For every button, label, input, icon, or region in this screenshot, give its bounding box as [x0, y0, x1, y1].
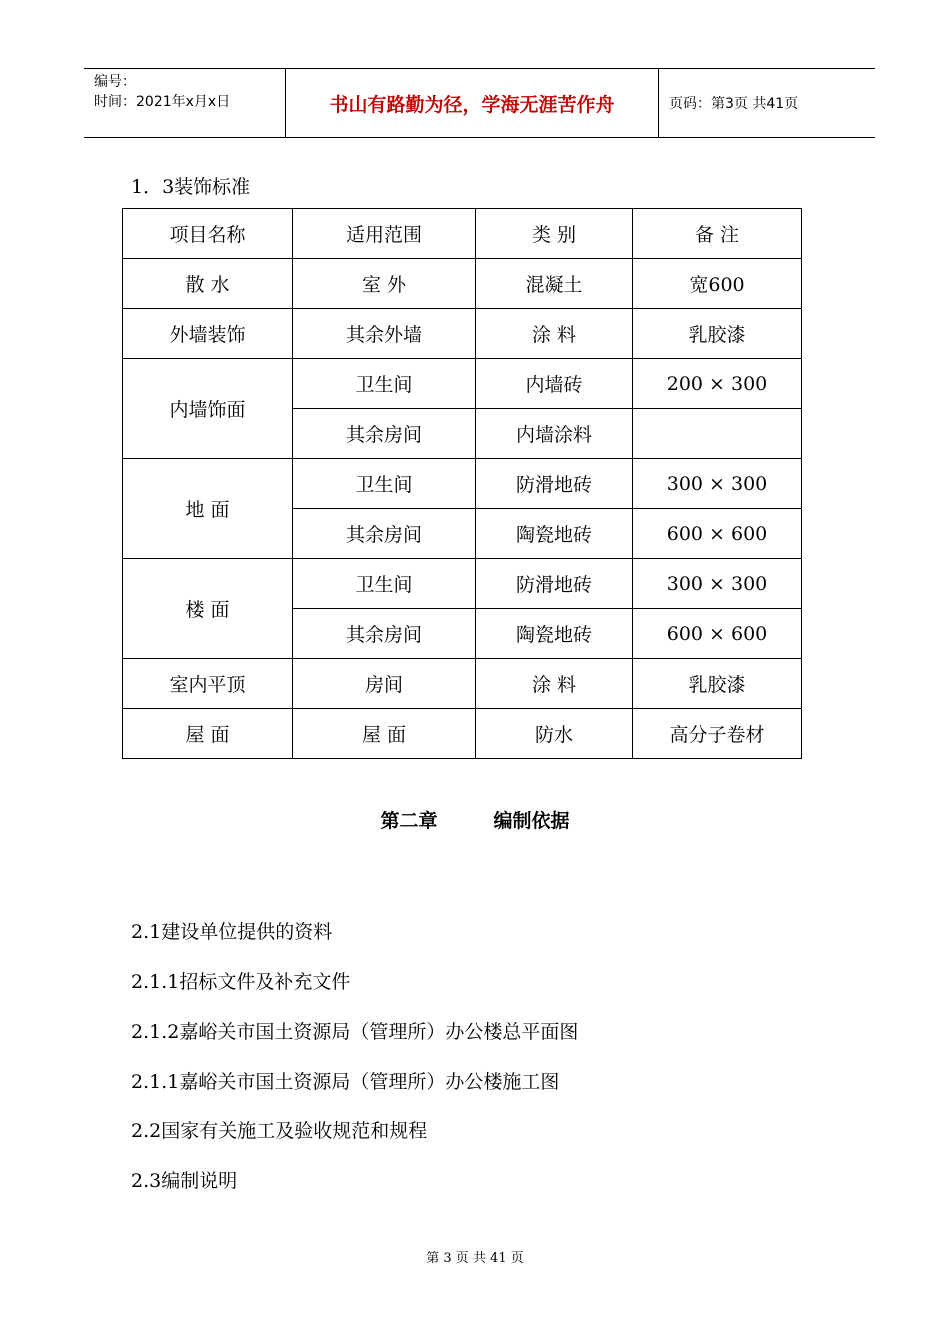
table-cell: 防滑地砖: [476, 459, 633, 509]
table-header-row: [123, 209, 802, 259]
table-cell: 室 外: [293, 259, 476, 309]
header-motto: 书山有路勤为径，学海无涯苦作舟: [286, 69, 659, 137]
table-cell: 其余外墙: [293, 309, 476, 359]
table-row: [123, 359, 802, 409]
page-footer: 第 3 页 共 41 页: [426, 1251, 524, 1266]
decoration-standards-table: [122, 208, 802, 759]
header-page-number: 页码：第3页 共41页: [669, 96, 799, 112]
table-cell: 卫生间: [293, 459, 476, 509]
section-title: 1．3装饰标准: [131, 176, 251, 198]
table-cell: 600 × 600: [633, 509, 802, 559]
chapter-title: 编制依据: [493, 810, 570, 832]
table-cell: 其余房间: [293, 409, 476, 459]
table-row: [123, 559, 802, 609]
table-header-cell: 备 注: [633, 209, 802, 259]
table-cell: 乳胶漆: [633, 659, 802, 709]
paragraph: 2.1建设单位提供的资料: [131, 921, 333, 943]
table-row: [123, 709, 802, 759]
table-cell: 卫生间: [293, 359, 476, 409]
header-meta: [84, 69, 286, 137]
table-cell: 其余房间: [293, 609, 476, 659]
table-header-cell: 适用范围: [293, 209, 476, 259]
table-cell: 300 × 300: [633, 559, 802, 609]
table-cell: 外墙装饰: [123, 309, 293, 359]
table-cell: 涂 料: [476, 659, 633, 709]
table-cell: 宽600: [633, 259, 802, 309]
paragraph: 2.3编制说明: [131, 1170, 238, 1192]
table-row: [123, 259, 802, 309]
table-header-cell: 类 别: [476, 209, 633, 259]
table-cell: 屋 面: [123, 709, 293, 759]
table-cell: 卫生间: [293, 559, 476, 609]
chapter-heading: [0, 806, 950, 833]
table-cell: 高分子卷材: [633, 709, 802, 759]
table-cell: 200 × 300: [633, 359, 802, 409]
table-cell: 乳胶漆: [633, 309, 802, 359]
table-cell: 室内平顶: [123, 659, 293, 709]
document-number: 编号：: [94, 74, 136, 90]
paragraph: 2.1.2嘉峪关市国土资源局（管理所）办公楼总平面图: [131, 1021, 579, 1043]
table-cell: 内墙饰面: [123, 359, 293, 459]
page-header: [84, 68, 875, 138]
table-cell: 内墙涂料: [476, 409, 633, 459]
paragraph: 2.2国家有关施工及验收规范和规程: [131, 1120, 428, 1142]
table-cell: 防水: [476, 709, 633, 759]
table-cell: 地 面: [123, 459, 293, 559]
table-cell: 屋 面: [293, 709, 476, 759]
table-row: [123, 309, 802, 359]
table-cell: 楼 面: [123, 559, 293, 659]
table-cell: [633, 409, 802, 459]
table-cell: 陶瓷地砖: [476, 609, 633, 659]
table-cell: 其余房间: [293, 509, 476, 559]
table-cell: 300 × 300: [633, 459, 802, 509]
chapter-number: 第二章: [380, 810, 438, 832]
table-cell: 陶瓷地砖: [476, 509, 633, 559]
document-date: 时间：2021年x月x日: [94, 94, 231, 110]
table-cell: 内墙砖: [476, 359, 633, 409]
table-cell: 涂 料: [476, 309, 633, 359]
table-cell: 散 水: [123, 259, 293, 309]
table-cell: 600 × 600: [633, 609, 802, 659]
table-row: [123, 459, 802, 509]
table-cell: 防滑地砖: [476, 559, 633, 609]
paragraph: 2.1.1招标文件及补充文件: [131, 971, 351, 993]
table-cell: 混凝土: [476, 259, 633, 309]
table-header-cell: 项目名称: [123, 209, 293, 259]
paragraph: 2.1.1嘉峪关市国土资源局（管理所）办公楼施工图: [131, 1071, 560, 1093]
table-cell: 房间: [293, 659, 476, 709]
table-row: [123, 659, 802, 709]
